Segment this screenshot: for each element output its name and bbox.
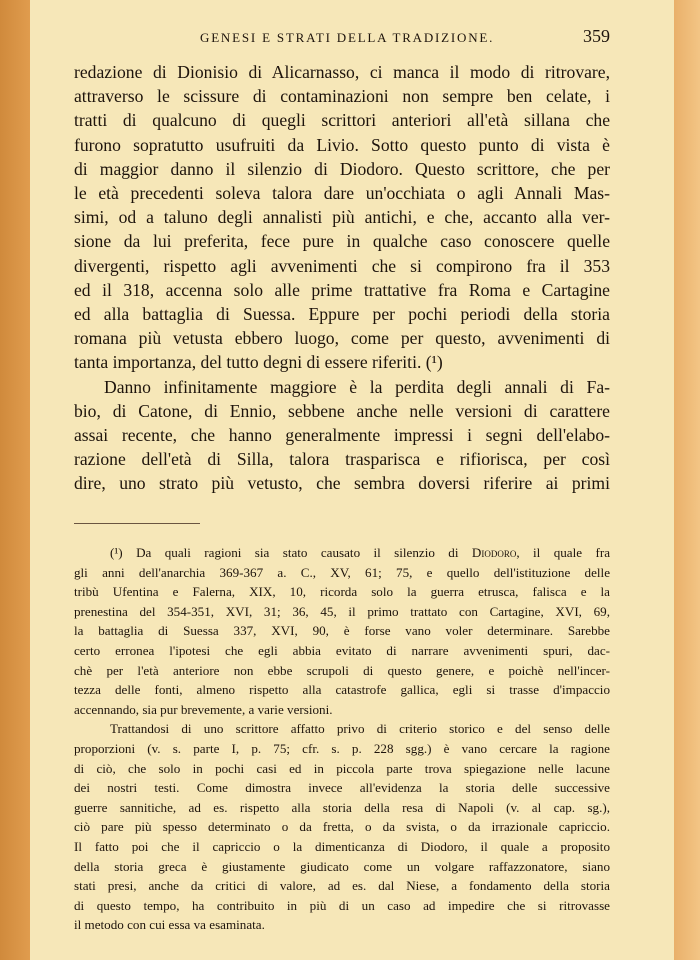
- text-line: le età precedenti soleva talora dare un'occhiata o agli Annali Mas-: [74, 183, 610, 204]
- text-line: redazione di Dionisio di Alicarnasso, ci manca il modo di ritrovare,: [74, 62, 610, 82]
- footnote-line: Trattandosi di uno scrittore affatto privo di criterio storico e del senso delle: [110, 721, 610, 737]
- footnote-line: proporzioni (v. s. parte I, p. 75; cfr. s. p. 228 sgg.) è vano cercare la ragione: [74, 740, 610, 756]
- footnote-line: tribù Ufentina e Falerna, XIX, 10, ricorda solo la guerra etrusca, falisca e la: [74, 584, 610, 600]
- page-number: 359: [583, 26, 610, 46]
- text-line: divergenti, rispetto agli avvenimenti che si compirono fra il 353: [74, 255, 610, 276]
- footnote-line: ciò pare più spesso determinato o da fretta, o da svista, o da irrazionale capriccio.: [74, 819, 610, 835]
- running-title: GENESI E STRATI DELLA TRADIZIONE.: [200, 30, 495, 45]
- footnote-line: (¹) Da quali ragioni sia stato causato il silenzio di Diodoro, il quale fra: [110, 545, 610, 560]
- footnote-marker: (¹): [110, 545, 123, 560]
- text-line: tanta importanza, del tutto degni di essere riferiti. (¹): [74, 352, 443, 373]
- author-name: Diodoro: [471, 545, 517, 560]
- footnote-line: guerre sannitiche, ad es. rispetto alla storia della resa di Napoli (v. al cap. sg.),: [74, 799, 610, 815]
- text-line: razione dell'età di Silla, talora trasparisca e rifiorisca, per così: [74, 449, 610, 470]
- text-line: dire, uno strato più vetusto, che sembra doversi riferire ai primi: [74, 473, 610, 494]
- footnote-line: certo erronea l'ipotesi che egli abbia evitato di narrare avvenimenti spuri, dac-: [74, 642, 610, 658]
- footnote-line: il metodo con cui essa va esaminata.: [74, 917, 265, 933]
- text-line: romana più vetusta ebbero luogo, come per questo, avvenimenti di: [74, 328, 610, 349]
- text-line: simi, od a taluno degli annalisti più antichi, e che, accanto alla ver-: [74, 207, 610, 228]
- footnote-line: della storia greca è giustamente giudicato come un volgare raffazzonatore, siano: [74, 858, 610, 874]
- book-page: [30, 0, 674, 960]
- footnote-line: gli anni dell'anarchia 369-367 a. C., XV, 61; 75, e quello dell'istituzione delle: [74, 564, 610, 580]
- footnote-line: la battaglia di Suessa 337, XVI, 90, è forse vano voler determinare. Sarebbe: [74, 623, 610, 639]
- text-line: assai recente, che hanno generalmente impressi i segni dell'elabo-: [74, 425, 610, 446]
- footnote-line: Il fatto poi che il capriccio o la dimenticanza di Diodoro, il quale a proposito: [74, 838, 610, 854]
- page-header: [30, 26, 674, 50]
- page-edge-left: [0, 0, 30, 960]
- text-line: tratti di qualcuno di quegli scrittori anteriori all'età sillana che: [74, 110, 610, 131]
- footnote-1: [74, 543, 610, 719]
- footnote-line: prenestina del 354-351, XVI, 31; 36, 45, il primo trattato con Cartagine, XVI, 69,: [74, 603, 610, 619]
- paragraph-1: [74, 60, 610, 375]
- footnote-line: stati presi, anche da critici di valore, ad es. dal Niese, a fondamento della storia: [74, 878, 610, 894]
- text-line: Danno infinitamente maggiore è la perdita degli annali di Fa-: [104, 376, 610, 397]
- text-line: sione da lui preferita, fece pure in qualche caso conoscere quelle: [74, 231, 610, 252]
- footnote-line: di questo tempo, ha contribuito in più di un caso ad impedire che si ritrovasse: [74, 897, 610, 913]
- text-line: ed alla battaglia di Suessa. Eppure per pochi periodi della storia: [74, 304, 610, 325]
- main-text: [74, 60, 610, 496]
- footnote-separator: [74, 523, 200, 524]
- text-line: bio, di Catone, di Ennio, sebbene anche nelle versioni di carattere: [74, 400, 610, 421]
- paragraph-2: [74, 375, 610, 496]
- text-line: ed il 318, accenna solo alle prime trattative fra Roma e Cartagine: [74, 279, 610, 300]
- footnotes: [74, 543, 610, 935]
- footnote-1-continued: [74, 719, 610, 935]
- footnote-line: chè per l'età anteriore non ebbe scrupoli di questo genere, e poichè nell'incer-: [74, 662, 610, 678]
- footnote-line: di ciò, che solo in pochi casi ed in piccola parte trova spiegazione nelle lacune: [74, 760, 610, 776]
- footnote-line: dei nostri testi. Come dimostra invece all'evidenza la storia delle successive: [74, 780, 610, 796]
- footnote-line: tezza delle fonti, almeno rispetto alla catastrofe gallica, egli si trasse d'impaccio: [74, 682, 610, 698]
- text-line: attraverso le scissure di contaminazioni non sempre ben celate, i: [74, 86, 610, 107]
- page-edge-right: [674, 0, 700, 960]
- text-line: di maggior danno il silenzio di Diodoro. Questo scrittore, che per: [74, 158, 610, 179]
- footnote-line: accennando, sia pur brevemente, a varie versioni.: [74, 701, 333, 717]
- text-line: furono sopratutto usufruiti da Livio. Sotto questo punto di vista è: [74, 134, 610, 155]
